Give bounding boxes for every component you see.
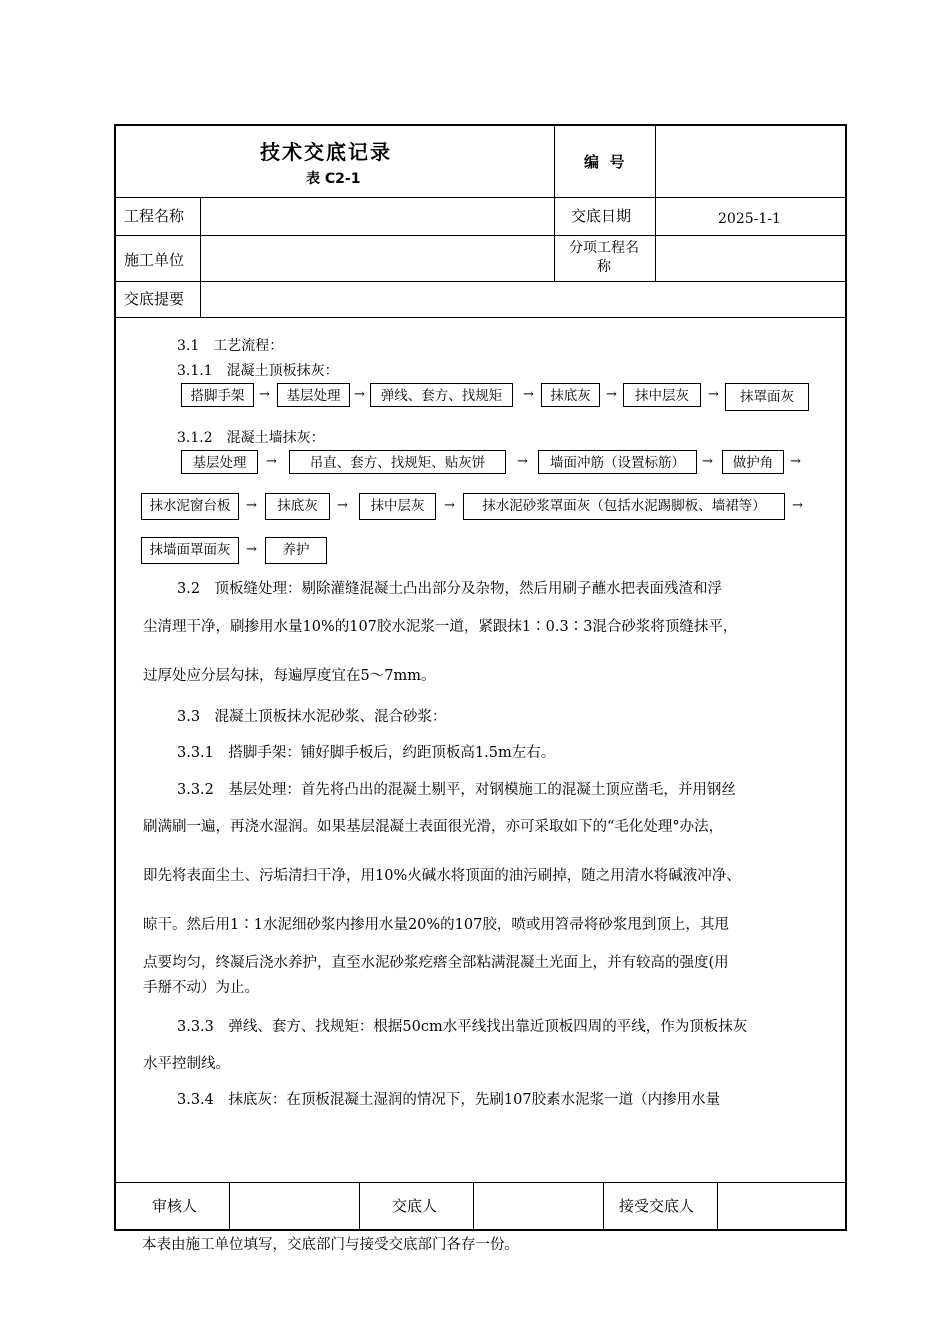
flow-arrow: → <box>606 387 617 402</box>
paragraph-3-3-2-cont: 即先将表面尘土、污垢清扫干净，用10%火碱水将顶面的油污刷掉，随之用清水将碱液冲净、 <box>143 868 741 884</box>
flow-step: 养护 <box>265 537 327 564</box>
flow-step: 墙面冲筋（设置标筋） <box>538 450 697 474</box>
paragraph-3-2: 3.2 顶板缝处理：剔除灌缝混凝土凸出部分及杂物，然后用刷子蘸水把表面残渣和浮 <box>177 581 723 597</box>
paragraph-3-3-2-cont: 点要均匀，终凝后浇水养护，直至水泥砂浆疙瘩全部粘满混凝土光面上，并有较高的强度(用 <box>143 955 729 971</box>
paragraph-3-3-1: 3.3.1 搭脚手架：铺好脚手板后，约距顶板高1.5m左右。 <box>177 745 556 761</box>
section-3-1-1: 3.1.1 混凝土顶板抹灰： <box>177 363 339 379</box>
section-3-1-2: 3.1.2 混凝土墙抹灰： <box>177 430 325 446</box>
form-number: 表 C2-1 <box>306 171 361 187</box>
flow-arrow: → <box>444 498 455 513</box>
flow-step: 弹线、套方、找规矩 <box>370 383 513 407</box>
flow-step: 抹罩面灰 <box>725 383 809 411</box>
flow-arrow: → <box>354 387 365 402</box>
flow-step: 抹水泥窗台板 <box>141 493 239 520</box>
flow-step: 抹中层灰 <box>623 383 701 407</box>
project-name-label: 工程名称 <box>124 207 185 225</box>
flow-step: 做护角 <box>722 450 784 474</box>
paragraph-3-3-2-cont: 手掰不动）为止。 <box>143 980 259 996</box>
flow-arrow: → <box>517 454 528 469</box>
row-divider <box>115 235 846 236</box>
flow-arrow: → <box>259 387 270 402</box>
row-divider <box>115 1182 846 1183</box>
flow-arrow: → <box>792 498 803 513</box>
column-divider <box>717 1182 718 1230</box>
reviewer-label: 审核人 <box>152 1197 198 1215</box>
column-divider <box>554 125 555 281</box>
construction-unit-label: 施工单位 <box>124 251 185 269</box>
column-divider <box>473 1182 474 1230</box>
row-divider <box>115 317 846 318</box>
flow-arrow: → <box>337 498 348 513</box>
page-title: 技术交底记录 <box>260 140 392 164</box>
flow-arrow: → <box>246 542 257 557</box>
flow-step: 基层处理 <box>277 383 350 407</box>
flow-arrow: → <box>246 498 257 513</box>
sub-project-label: 分项工程名 <box>569 240 639 256</box>
flow-step: 吊直、套方、找规矩、贴灰饼 <box>289 450 506 474</box>
date-label: 交底日期 <box>571 207 632 225</box>
date-value[interactable]: 2025-1-1 <box>718 211 781 227</box>
flow-arrow: → <box>266 454 277 469</box>
flow-step: 搭脚手架 <box>181 383 254 407</box>
code-label: 编 号 <box>584 153 625 171</box>
paragraph-3-2-cont: 过厚处应分层勾抹，每遍厚度宜在5～7mm。 <box>143 668 436 684</box>
flow-step: 抹中层灰 <box>359 493 436 520</box>
column-divider <box>655 125 656 281</box>
column-divider <box>200 197 201 317</box>
flow-step: 抹水泥砂浆罩面灰（包括水泥踢脚板、墙裙等） <box>463 493 785 520</box>
row-divider <box>115 281 846 282</box>
section-3-1: 3.1 工艺流程： <box>177 338 284 354</box>
summary-label: 交底提要 <box>124 290 185 308</box>
flow-step: 基层处理 <box>181 450 258 474</box>
row-divider <box>115 197 846 198</box>
flow-step: 抹墙面罩面灰 <box>141 537 239 564</box>
flow-step: 抹底灰 <box>541 383 600 407</box>
paragraph-3-3-4: 3.3.4 抹底灰：在顶板混凝土湿润的情况下，先刷107胶素水泥浆一道（内掺用水量 <box>177 1092 721 1108</box>
flow-arrow: → <box>708 387 719 402</box>
flow-arrow: → <box>790 454 801 469</box>
flow-arrow: → <box>702 454 713 469</box>
discloser-label: 交底人 <box>392 1197 438 1215</box>
column-divider <box>229 1182 230 1230</box>
column-divider <box>359 1182 360 1230</box>
flow-step: 抹底灰 <box>265 493 330 520</box>
paragraph-3-3-3-cont: 水平控制线。 <box>143 1056 230 1072</box>
footer-note: 本表由施工单位填写，交底部门与接受交底部门各存一份。 <box>142 1237 519 1253</box>
flow-arrow: → <box>523 387 534 402</box>
sub-project-label-cont: 称 <box>597 259 611 275</box>
paragraph-3-3-2-cont: 晾干。然后用1∶1水泥细砂浆内掺用水量20%的107胶，喷或用笤帚将砂浆甩到顶上，其甩 <box>143 917 729 933</box>
receiver-label: 接受交底人 <box>619 1197 695 1215</box>
paragraph-3-3-2: 3.3.2 基层处理：首先将凸出的混凝土剔平，对钢模施工的混凝土顶应凿毛，并用钢丝 <box>177 782 736 798</box>
paragraph-3-3: 3.3 混凝土顶板抹水泥砂浆、混合砂浆： <box>177 709 447 725</box>
paragraph-3-3-3: 3.3.3 弹线、套方、找规矩：根据50cm水平线找出靠近顶板四周的平线，作为顶板抹灰 <box>177 1019 748 1035</box>
paragraph-3-3-2-cont: 刷满刷一遍，再浇水湿润。如果基层混凝土表面很光滑，亦可采取如下的“毛化处理°办法， <box>143 819 724 835</box>
column-divider <box>603 1182 604 1230</box>
paragraph-3-2-cont: 尘清理干净，刷掺用水量10%的107胶水泥浆一道，紧跟抹1∶0.3∶3混合砂浆将顶缝抹平， <box>143 619 738 635</box>
